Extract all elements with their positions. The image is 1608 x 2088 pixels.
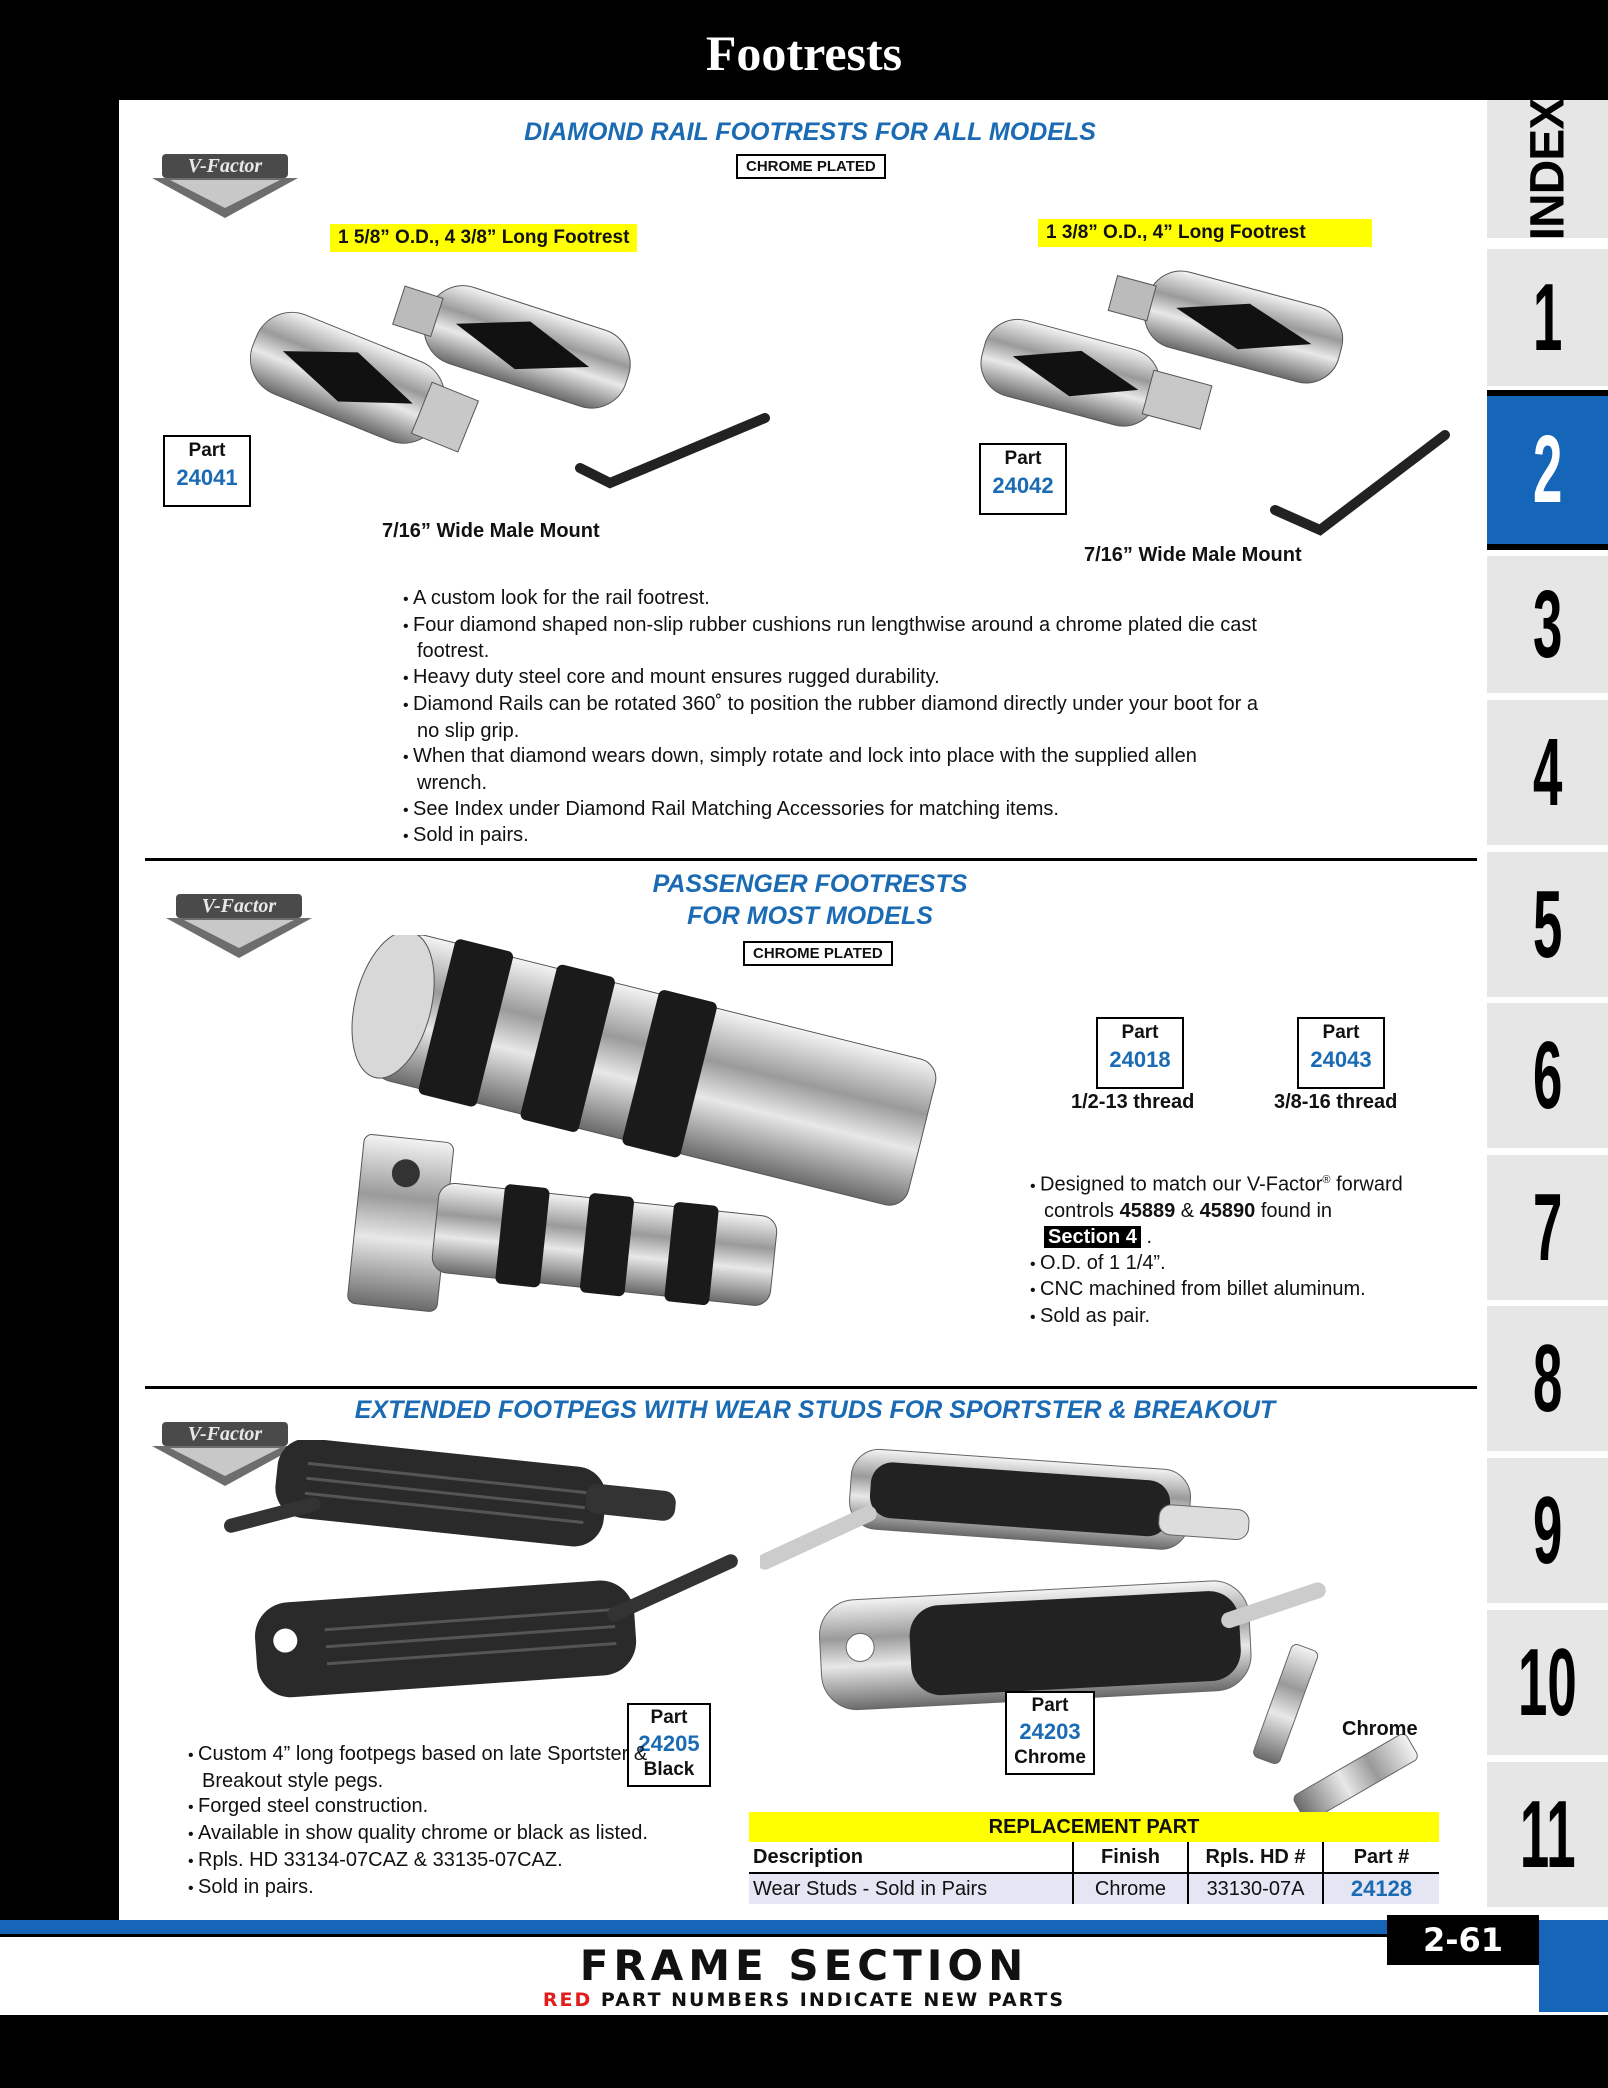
registered-mark: ® bbox=[1322, 1174, 1331, 1186]
footer-red-word: RED bbox=[542, 1989, 593, 2011]
part-label: Part bbox=[1031, 1695, 1069, 1716]
chrome-label: Chrome bbox=[1342, 1718, 1418, 1740]
footer-section-title: FRAME SECTION bbox=[579, 1941, 1029, 1990]
table-header: Rpls. HD # bbox=[1188, 1842, 1323, 1873]
svg-text:V-Factor: V-Factor bbox=[187, 1423, 263, 1445]
mount-label: 7/16” Wide Male Mount bbox=[1084, 544, 1302, 566]
part-ref: 45890 bbox=[1199, 1200, 1256, 1223]
part-label: Part bbox=[650, 1707, 688, 1728]
svg-text:V-Factor: V-Factor bbox=[201, 895, 277, 917]
section-title bbox=[560, 868, 1060, 932]
tab-5[interactable]: 5 bbox=[1487, 852, 1608, 997]
divider bbox=[145, 1386, 1477, 1389]
part-number[interactable]: 24041 bbox=[176, 465, 238, 490]
diamond-footrest-image bbox=[230, 248, 780, 518]
table-cell: 33130-07A bbox=[1188, 1873, 1323, 1904]
table-header: Part # bbox=[1323, 1842, 1439, 1873]
feature-item: • CNC machined from billet aluminum. bbox=[1030, 1277, 1450, 1304]
black-footpeg-image bbox=[215, 1440, 755, 1710]
section-4-link[interactable]: Section 4 bbox=[1044, 1226, 1141, 1248]
part-number[interactable]: 24018 bbox=[1109, 1047, 1171, 1072]
section-title: EXTENDED FOOTPEGS WITH WEAR STUDS FOR SPORTSTER & BREAKOUT bbox=[354, 1396, 1276, 1424]
feature-item: • Sold as pair. bbox=[1030, 1304, 1450, 1331]
section-title-line: PASSENGER FOOTRESTS bbox=[652, 870, 968, 898]
part-box bbox=[1297, 1017, 1385, 1089]
tab-9[interactable]: 9 bbox=[1487, 1458, 1608, 1603]
part-ref: 45889 bbox=[1119, 1200, 1176, 1223]
part-box bbox=[1096, 1017, 1184, 1089]
feature-text: . bbox=[1140, 1226, 1153, 1249]
thread-label: 3/8-16 thread bbox=[1274, 1091, 1398, 1113]
part-number[interactable]: 24043 bbox=[1310, 1047, 1372, 1072]
section-title-line: FOR MOST MODELS bbox=[687, 902, 933, 930]
divider bbox=[145, 858, 1477, 861]
feature-item: • O.D. of 1 1/4”. bbox=[1030, 1251, 1450, 1278]
footer-accent bbox=[1539, 1934, 1608, 2012]
size-label: 1 3/8” O.D., 4” Long Footrest bbox=[1038, 219, 1372, 247]
size-label: 1 5/8” O.D., 4 3/8” Long Footrest bbox=[330, 224, 637, 252]
svg-text:V-Factor: V-Factor bbox=[187, 155, 263, 177]
feature-text: Designed to match our V-Factor bbox=[1040, 1173, 1323, 1196]
feature-list bbox=[188, 1742, 708, 1901]
feature-item: • See Index under Diamond Rail Matching Accessories for matching items. bbox=[403, 797, 1263, 824]
tab-4[interactable]: 4 bbox=[1487, 700, 1608, 845]
feature-item: • Sold in pairs. bbox=[403, 823, 1263, 850]
feature-item: • Custom 4” long footpegs based on late Sportster & Breakout style pegs. bbox=[188, 1742, 708, 1794]
finish-label: Chrome bbox=[1014, 1747, 1086, 1768]
tab-10[interactable]: 10 bbox=[1487, 1610, 1608, 1755]
mount-label: 7/16” Wide Male Mount bbox=[382, 520, 600, 542]
footer bbox=[0, 1934, 1608, 2015]
page-title: Footrests bbox=[705, 25, 903, 81]
table-header: Finish bbox=[1073, 1842, 1188, 1873]
part-box bbox=[163, 435, 251, 507]
table-caption: REPLACEMENT PART bbox=[749, 1812, 1439, 1842]
replacement-part-table bbox=[749, 1812, 1439, 1904]
part-number[interactable]: 24203 bbox=[1019, 1719, 1081, 1744]
feature-item: • Rpls. HD 33134-07CAZ & 33135-07CAZ. bbox=[188, 1848, 708, 1875]
page-number: 2-61 bbox=[1387, 1915, 1539, 1965]
tab-index[interactable]: INDEX bbox=[1487, 100, 1608, 238]
section-title: DIAMOND RAIL FOOTRESTS FOR ALL MODELS bbox=[524, 118, 1096, 146]
v-factor-logo bbox=[164, 888, 314, 960]
table-cell: Chrome bbox=[1073, 1873, 1188, 1904]
feature-item: • Four diamond shaped non-slip rubber cushions run lengthwise around a chrome plated die cast footrest. bbox=[403, 613, 1263, 665]
tab-1[interactable]: 1 bbox=[1487, 249, 1608, 386]
part-number[interactable]: 24205 bbox=[638, 1731, 700, 1756]
tab-2[interactable]: 2 bbox=[1487, 390, 1608, 550]
feature-text: found in bbox=[1255, 1200, 1333, 1223]
feature-text: forward controls bbox=[1044, 1173, 1403, 1223]
feature-text: & bbox=[1175, 1200, 1200, 1223]
feature-item: • Diamond Rails can be rotated 360˚ to position the rubber diamond directly under your boot for a no slip grip. bbox=[403, 692, 1263, 744]
finish-badge: CHROME PLATED bbox=[736, 154, 886, 179]
table-cell[interactable]: 24128 bbox=[1323, 1873, 1439, 1904]
part-box bbox=[1005, 1691, 1095, 1775]
v-factor-logo bbox=[150, 148, 300, 220]
footer-note-text: PART NUMBERS INDICATE NEW PARTS bbox=[592, 1989, 1066, 2011]
footer-bar bbox=[0, 1920, 1608, 1934]
feature-item: • Heavy duty steel core and mount ensures rugged durability. bbox=[403, 665, 1263, 692]
tab-6[interactable]: 6 bbox=[1487, 1003, 1608, 1148]
part-number[interactable]: 24042 bbox=[992, 473, 1054, 498]
tab-3[interactable]: 3 bbox=[1487, 556, 1608, 693]
feature-list bbox=[1030, 1168, 1450, 1331]
table-header: Description bbox=[753, 1845, 864, 1868]
section-tabs bbox=[1487, 100, 1608, 1920]
part-label: Part bbox=[188, 440, 226, 461]
table-cell: Wear Studs - Sold in Pairs bbox=[753, 1877, 988, 1900]
tab-7[interactable]: 7 bbox=[1487, 1155, 1608, 1300]
part-box bbox=[979, 443, 1067, 515]
tab-11[interactable]: 11 bbox=[1487, 1762, 1608, 1907]
feature-list bbox=[403, 586, 1263, 850]
feature-item: • When that diamond wears down, simply rotate and lock into place with the supplied allen wrench. bbox=[403, 744, 1263, 796]
part-label: Part bbox=[1121, 1022, 1159, 1043]
feature-item: • Forged steel construction. bbox=[188, 1794, 708, 1821]
part-label: Part bbox=[1322, 1022, 1360, 1043]
feature-item: • Available in show quality chrome or black as listed. bbox=[188, 1821, 708, 1848]
finish-badge: CHROME PLATED bbox=[743, 941, 893, 966]
feature-item: • A custom look for the rail footrest. bbox=[403, 586, 1263, 613]
feature-item bbox=[1030, 1168, 1450, 1251]
footer-note bbox=[0, 1989, 1608, 2011]
feature-item: • Sold in pairs. bbox=[188, 1875, 708, 1902]
passenger-footrest-image bbox=[335, 935, 975, 1335]
tab-8[interactable]: 8 bbox=[1487, 1306, 1608, 1451]
part-label: Part bbox=[1004, 448, 1042, 469]
finish-label: Black bbox=[643, 1759, 695, 1780]
thread-label: 1/2-13 thread bbox=[1071, 1091, 1195, 1113]
